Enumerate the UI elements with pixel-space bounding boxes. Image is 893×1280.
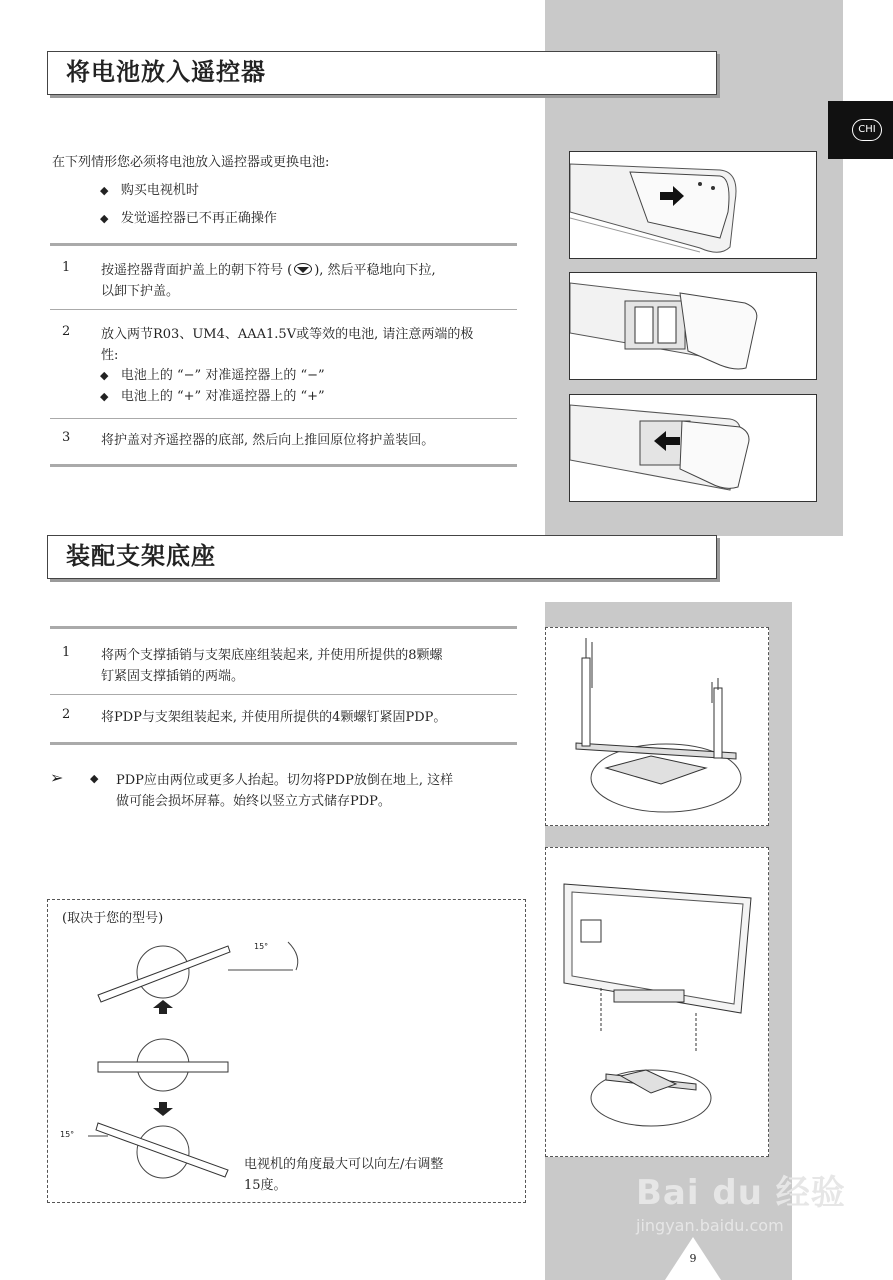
language-badge: CHI	[852, 119, 882, 141]
remote-battery-figure	[569, 272, 817, 380]
step-number: 3	[62, 430, 71, 445]
divider	[50, 742, 517, 745]
divider	[50, 243, 517, 246]
divider	[50, 418, 517, 419]
step-number: 1	[62, 645, 71, 660]
tilt-figure-box	[47, 899, 526, 1203]
step-text: 将两个支撑插销与支架底座组装起来, 并使用所提供的8颗螺 钉紧固支撑插销的两端。	[101, 648, 443, 684]
condition-item: ◆ 购买电视机时	[100, 183, 199, 198]
polarity-item: ◆ 电池上的 “+” 对准遥控器上的 “+”	[100, 389, 325, 404]
page-number: 9	[689, 1252, 697, 1265]
stand-assembly-figure	[545, 627, 769, 826]
divider	[50, 626, 517, 629]
step-text: 将PDP与支架组装起来, 并使用所提供的4颗螺钉紧固PDP。	[101, 710, 447, 725]
step-number: 2	[62, 707, 71, 722]
angle-label: 15°	[60, 1130, 75, 1139]
tv-mount-figure	[545, 847, 769, 1157]
divider	[50, 309, 517, 310]
section-title: 将电池放入遥控器	[66, 57, 266, 86]
remote-close-figure	[569, 394, 817, 502]
step-number: 2	[62, 324, 71, 339]
step-text: 将护盖对齐遥控器的底部, 然后向上推回原位将护盖装回。	[101, 433, 435, 448]
diamond-bullet-icon: ◆	[100, 212, 109, 225]
diamond-bullet-icon: ◆	[100, 369, 109, 382]
diamond-bullet-icon: ◆	[100, 184, 109, 197]
step-text: 按遥控器背面护盖上的朝下符号 ( ), 然后平稳地向下拉, 以卸下护盖。	[101, 263, 436, 299]
remote-cover-figure	[569, 151, 817, 259]
polarity-item: ◆ 电池上的 “−” 对准遥控器上的 “−”	[100, 368, 325, 383]
step-text: 放入两节R03、UM4、AAA1.5V或等效的电池, 请注意两端的极 性:	[101, 327, 474, 363]
section-title-box	[47, 535, 717, 579]
section-title-box	[47, 51, 717, 95]
divider	[50, 464, 517, 467]
diamond-bullet-icon: ◆	[100, 390, 109, 403]
note-arrow-icon: ➢	[50, 768, 64, 787]
angle-label: 15°	[254, 942, 269, 951]
condition-item: ◆ 发觉遥控器已不再正确操作	[100, 211, 277, 226]
diamond-bullet-icon: ◆	[90, 772, 99, 785]
watermark	[636, 1165, 846, 1235]
step-number: 1	[62, 260, 71, 275]
watermark-url: jingyan.baidu.com	[636, 1216, 784, 1235]
tilt-description: 电视机的角度最大可以向左/右调整 15度。	[244, 1157, 444, 1193]
model-caption: (取决于您的型号)	[62, 911, 164, 926]
intro-text: 在下列情形您必须将电池放入遥控器或更换电池:	[52, 155, 330, 170]
divider	[50, 694, 517, 695]
note-text: PDP应由两位或更多人抬起。切勿将PDP放倒在地上, 这样 做可能会损坏屏幕。始终以竖立方式储存PDP。	[116, 773, 454, 809]
down-arrow-symbol-icon	[294, 263, 312, 275]
watermark-brand: Bai du 经验	[636, 1173, 846, 1213]
section-title: 装配支架底座	[66, 541, 216, 570]
